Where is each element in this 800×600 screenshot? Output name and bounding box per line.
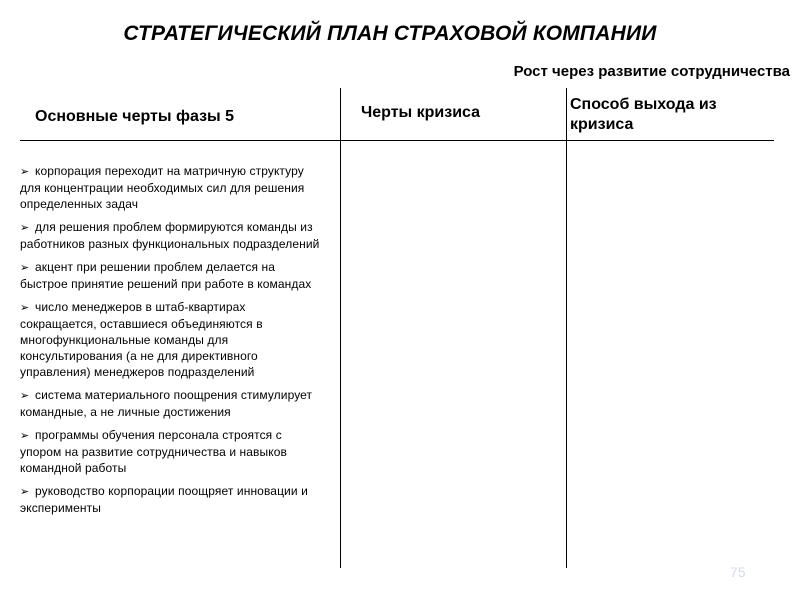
- list-item-text: для решения проблем формируются команды из работников разных функциональных подразделений: [20, 220, 320, 251]
- arrow-bullet-icon: ➢: [20, 430, 30, 442]
- arrow-bullet-icon: ➢: [20, 262, 30, 274]
- list-item-text: руководство корпорации поощряет инновации и эксперименты: [20, 484, 308, 515]
- list-item: [20, 163, 325, 212]
- list-item-text: система материального поощрения стимулирует командные, а не личные достижения: [20, 388, 313, 419]
- list-item: [20, 299, 325, 380]
- arrow-bullet-icon: ➢: [20, 166, 30, 178]
- page-subtitle: Рост через развитие сотрудничества: [513, 63, 790, 80]
- page-title: СТРАТЕГИЧЕСКИЙ ПЛАН СТРАХОВОЙ КОМПАНИИ: [123, 22, 657, 45]
- list-item: [20, 387, 325, 420]
- list-item: [20, 483, 325, 516]
- page-number: 75: [730, 564, 746, 580]
- list-item-text: программы обучения персонала строятся с упором на развитие сотрудничества и навыков командной работы: [20, 428, 287, 475]
- column-divider-right: [566, 88, 567, 568]
- column-header-crisis-exit: Способ выхода из кризиса: [570, 96, 717, 133]
- list-item: [20, 259, 325, 292]
- list-item: [20, 427, 325, 476]
- features-list: [20, 163, 325, 523]
- arrow-bullet-icon: ➢: [20, 222, 30, 234]
- header-divider: [20, 140, 774, 141]
- list-item-text: акцент при решении проблем делается на быстрое принятие решений при работе в командах: [20, 260, 312, 291]
- list-item: [20, 219, 325, 252]
- column-header-crisis-features: Черты кризиса: [361, 104, 481, 121]
- column-header-phase-features: Основные черты фазы 5: [35, 108, 235, 125]
- arrow-bullet-icon: ➢: [20, 302, 30, 314]
- arrow-bullet-icon: ➢: [20, 486, 30, 498]
- column-divider-left: [340, 88, 341, 568]
- list-item-text: число менеджеров в штаб-квартирах сокращается, оставшиеся объединяются в многофункциональные команды для консультирования (а не для директивного управления) менеджеров подразделений: [20, 300, 263, 379]
- list-item-text: корпорация переходит на матричную структуру для концентрации необходимых сил для решения определенных задач: [20, 164, 305, 211]
- arrow-bullet-icon: ➢: [20, 390, 30, 402]
